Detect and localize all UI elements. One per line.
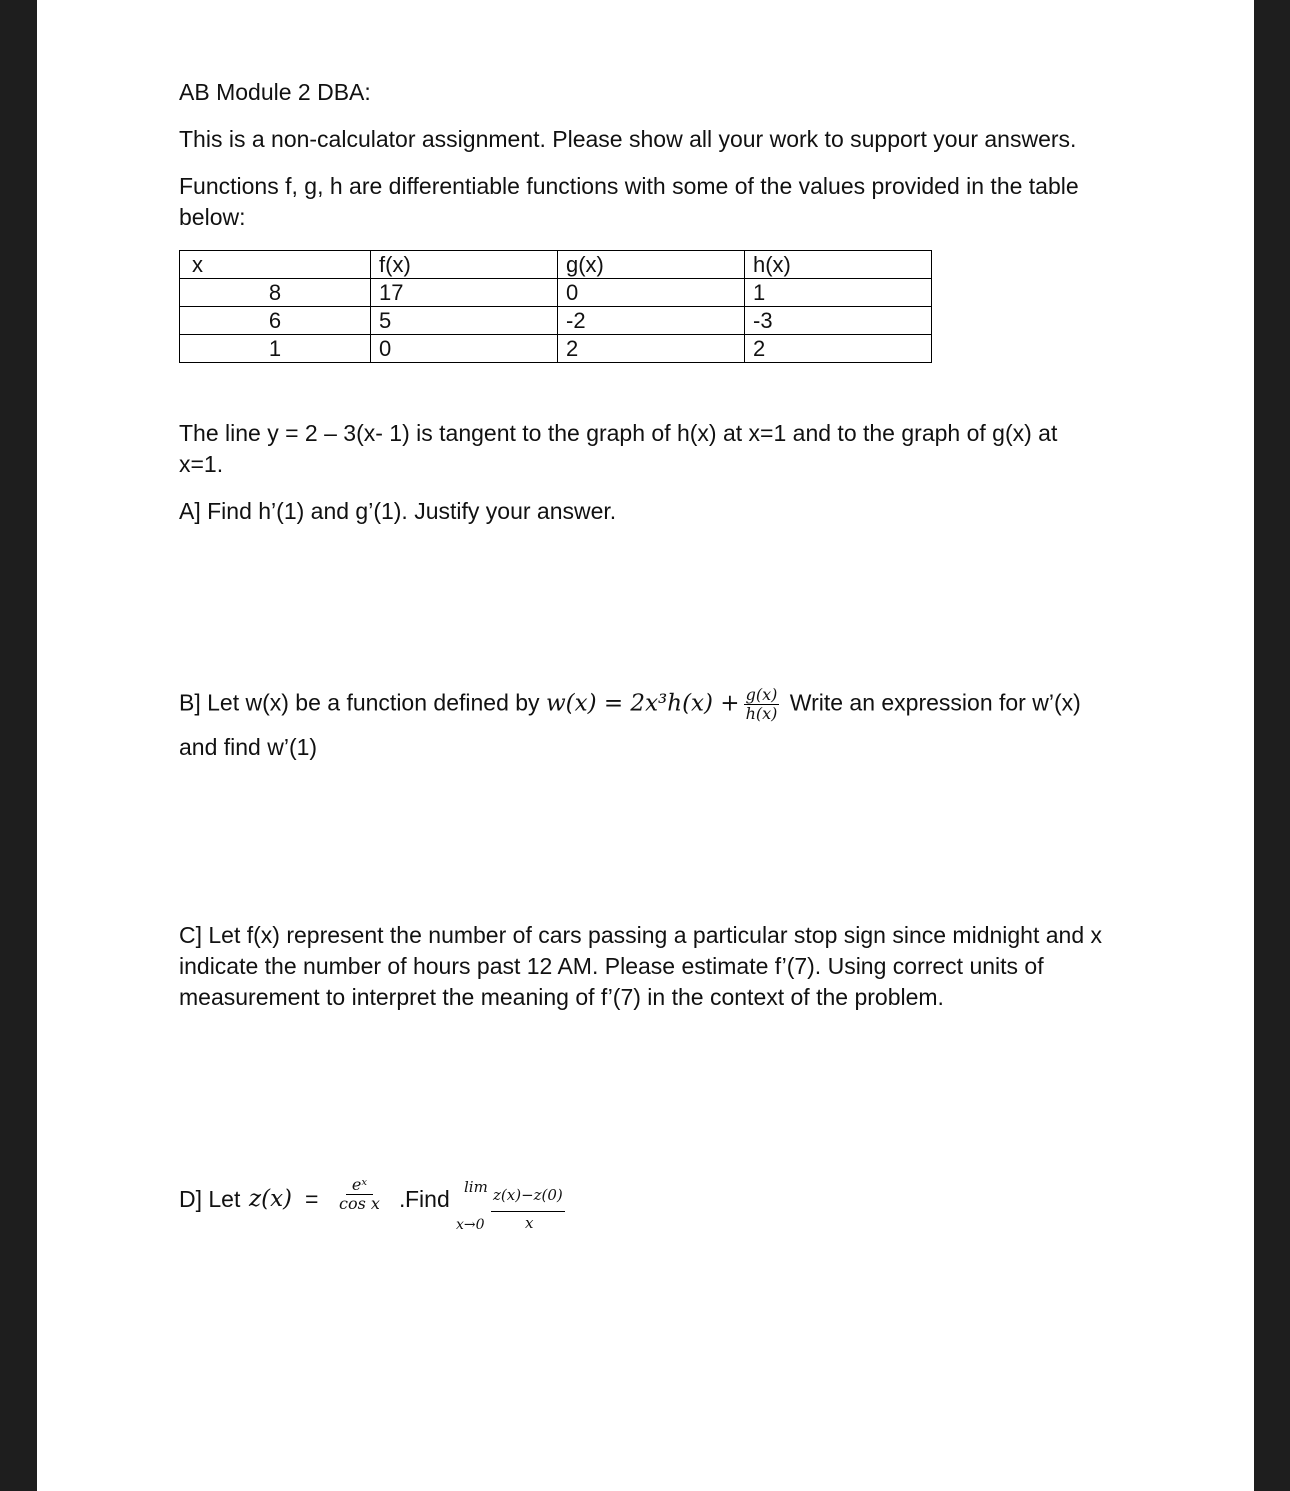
table-row [180,307,932,335]
part-b-line2: and find w’(1) [179,734,318,760]
exp-over-cos-fraction [337,1176,382,1213]
table-cell: 1 [745,279,932,307]
table-row [180,335,932,363]
part-b-suffix: Write an expression for w’(x) [789,689,1081,716]
table-cell: 6 [180,307,371,335]
part-d-prefix: D] Let [179,1186,241,1212]
table-cell: 1 [180,335,371,363]
part-b-prefix: B] Let w(x) be a function defined by [179,689,540,716]
w-expression: w(x) = 2x³h(x) + [545,690,740,717]
lim-subscript: x→0 [456,1217,485,1233]
fraction-denominator: h(x) [745,704,778,723]
table-header-cell: h(x) [745,251,932,279]
find-label: Find [405,1186,450,1212]
table-cell: -3 [745,307,932,335]
part-b-question [179,686,1139,723]
table-header-row [180,251,932,279]
intro-text: Functions f, g, h are differentiable functions with some of the values provided in the table below: [179,173,1079,230]
limit-denominator: x [525,1214,534,1232]
part-a-question: A] Find h’(1) and g’(1). Justify your answer. [179,498,617,524]
part-d-question [179,1172,779,1232]
fraction-numerator: eˣ [346,1176,373,1195]
equals-sign: = [305,1186,319,1212]
table-cell: 2 [558,335,745,363]
table-cell: 17 [371,279,558,307]
table-cell: 0 [558,279,745,307]
values-table [179,250,932,363]
part-c-question: C] Let f(x) represent the number of cars passing a particular stop sign since midnight and x indicate the number of hours past 12 AM. Please estimate f’(7). Using correct units of measurement to interpret the meaning of f’(7) in the context of the problem. [179,922,1103,1010]
instructions: This is a non-calculator assignment. Please show all your work to support your answers. [179,126,1077,152]
table-cell: 0 [371,335,558,363]
table-header-cell: x [180,251,371,279]
z-function: z(x) [249,1186,293,1212]
g-over-h-fraction [744,686,780,723]
table-row [180,279,932,307]
period: . [399,1186,406,1212]
fraction-numerator: g(x) [745,685,778,704]
table-cell: 5 [371,307,558,335]
lim-label: lim [464,1178,488,1196]
table-header-cell: g(x) [558,251,745,279]
fraction-denominator: cos x [339,1194,380,1213]
document-page [37,0,1254,1491]
table-cell: 8 [180,279,371,307]
page-title: AB Module 2 DBA: [179,79,371,105]
table-cell: 2 [745,335,932,363]
limit-numerator: z(x)−z(0) [491,1180,565,1212]
table-cell: -2 [558,307,745,335]
tangent-line-text: The line y = 2 – 3(x- 1) is tangent to the graph of h(x) at x=1 and to the graph of g(x) at x=1. [179,420,1058,477]
table-header-cell: f(x) [371,251,558,279]
